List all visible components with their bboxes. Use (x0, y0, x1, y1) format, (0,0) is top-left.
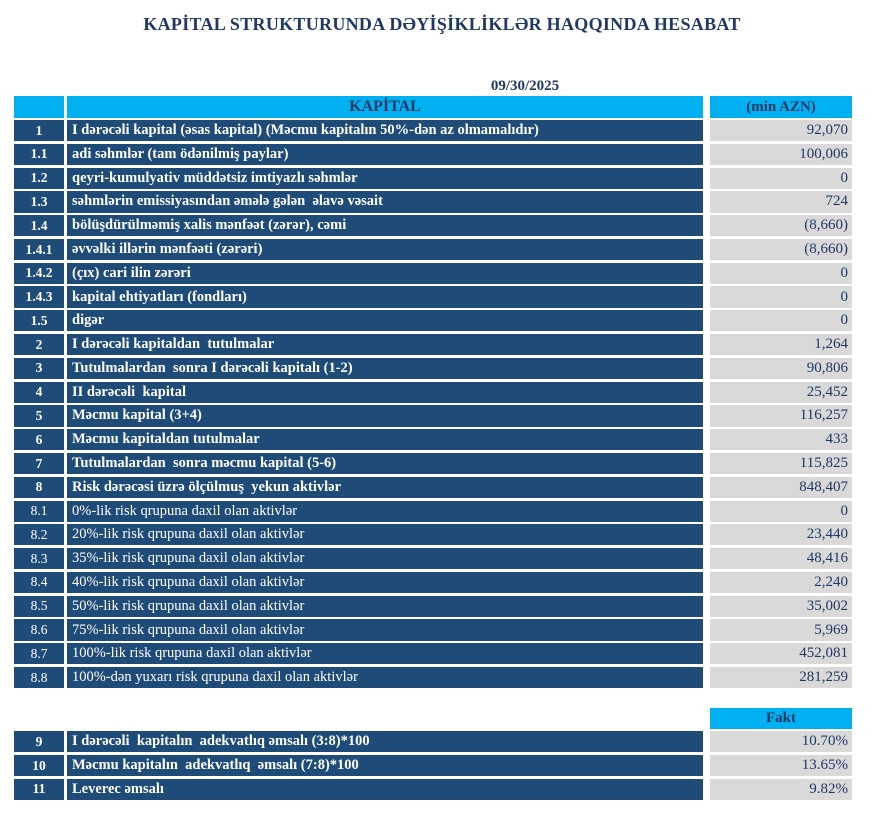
row-number: 1.1 (14, 144, 64, 165)
row-number: 11 (14, 779, 64, 800)
fakt-header-spacer (14, 708, 710, 729)
row-label: kapital ehtiyatları (fondları) (67, 286, 703, 307)
table-row (14, 429, 852, 450)
row-number: 8 (14, 477, 64, 498)
row-value: 92,070 (710, 120, 852, 141)
row-number: 9 (14, 731, 64, 752)
row-label: Risk dərəcəsi üzrə ölçülmuş yekun aktivlər (67, 477, 703, 498)
row-number: 1 (14, 120, 64, 141)
row-number: 8.4 (14, 572, 64, 593)
row-number: 5 (14, 405, 64, 426)
row-value: 0 (710, 310, 852, 331)
row-value: 0 (710, 286, 852, 307)
row-label: Məcmu kapitalın adekvatlıq əmsalı (7:8)*100 (67, 755, 703, 776)
row-value: 452,081 (710, 643, 852, 664)
row-value: 5,969 (710, 619, 852, 640)
table-row (14, 334, 852, 355)
main-table-body (14, 120, 852, 688)
table-row (14, 405, 852, 426)
row-label: 100%-lik risk qrupuna daxil olan aktivlər (67, 643, 703, 664)
row-label: II dərəcəli kapital (67, 382, 703, 403)
row-value: 13.65% (710, 755, 852, 776)
row-number: 1.2 (14, 168, 64, 189)
row-number: 1.4.2 (14, 263, 64, 284)
table-row (14, 286, 852, 307)
table-row (14, 731, 852, 752)
row-number: 8.7 (14, 643, 64, 664)
ratios-table-header (14, 708, 852, 729)
row-label: 50%-lik risk qrupuna daxil olan aktivlər (67, 596, 703, 617)
row-value: 10.70% (710, 731, 852, 752)
table-row (14, 263, 852, 284)
table-row (14, 501, 852, 522)
page-title: KAPİTAL STRUKTURUNDA DƏYİŞİKLİKLƏR HAQQINDA HESABAT (143, 14, 741, 34)
table-row (14, 120, 852, 141)
row-number: 6 (14, 429, 64, 450)
row-number: 2 (14, 334, 64, 355)
row-number: 8.2 (14, 524, 64, 545)
row-label: səhmlərin emissiyasından əmələ gələn əlavə vəsait (67, 191, 703, 212)
row-label: 75%-lik risk qrupuna daxil olan aktivlər (67, 619, 703, 640)
row-value: 0 (710, 263, 852, 284)
table-row (14, 779, 852, 800)
row-label: 0%-lik risk qrupuna daxil olan aktivlər (67, 501, 703, 522)
row-label: I dərəcəli kapitaldan tutulmalar (67, 334, 703, 355)
table-row (14, 358, 852, 379)
row-label: 100%-dən yuxarı risk qrupuna daxil olan aktivlər (67, 667, 703, 688)
row-label: bölüşdürülməmiş xalis mənfəət (zərər), cəmi (67, 215, 703, 236)
table-row (14, 191, 852, 212)
table-row (14, 239, 852, 260)
header-kapital-cell: KAPİTAL (67, 96, 703, 118)
row-number: 1.4 (14, 215, 64, 236)
row-label: 40%-lik risk qrupuna daxil olan aktivlər (67, 572, 703, 593)
row-value: 48,416 (710, 548, 852, 569)
row-value: 848,407 (710, 477, 852, 498)
header-number-cell (14, 96, 64, 118)
row-value: (8,660) (710, 239, 852, 260)
capital-table-header (14, 96, 852, 118)
table-row (14, 755, 852, 776)
row-label: əvvəlki illərin mənfəəti (zərəri) (67, 239, 703, 260)
table-row (14, 477, 852, 498)
row-label: Leverec əmsalı (67, 779, 703, 800)
row-value: 433 (710, 429, 852, 450)
table-row (14, 144, 852, 165)
row-label: adi səhmlər (tam ödənilmiş paylar) (67, 144, 703, 165)
header-min-azn-cell: (min AZN) (710, 96, 852, 118)
table-row (14, 310, 852, 331)
row-number: 1.5 (14, 310, 64, 331)
row-value: 35,002 (710, 596, 852, 617)
row-value: 2,240 (710, 572, 852, 593)
row-value: 724 (710, 191, 852, 212)
row-label: digər (67, 310, 703, 331)
row-value: 1,264 (710, 334, 852, 355)
row-label: Tutulmalardan sonra məcmu kapital (5-6) (67, 453, 703, 474)
row-number: 4 (14, 382, 64, 403)
row-label: I dərəcəli kapital (əsas kapital) (Məcmu kapitalın 50%-dən az olmamalıdır) (67, 120, 703, 141)
table-row (14, 382, 852, 403)
row-number: 10 (14, 755, 64, 776)
report-date: 09/30/2025 (490, 78, 560, 94)
row-number: 1.3 (14, 191, 64, 212)
row-label: Məcmu kapitaldan tutulmalar (67, 429, 703, 450)
row-number: 8.6 (14, 619, 64, 640)
row-number: 1.4.1 (14, 239, 64, 260)
row-number: 8.1 (14, 501, 64, 522)
row-value: 115,825 (710, 453, 852, 474)
table-row (14, 215, 852, 236)
row-value: 0 (710, 168, 852, 189)
row-number: 3 (14, 358, 64, 379)
row-label: qeyri-kumulyativ müddətsiz imtiyazlı səhmlər (67, 168, 703, 189)
row-value: 9.82% (710, 779, 852, 800)
row-value: 23,440 (710, 524, 852, 545)
row-number: 8.8 (14, 667, 64, 688)
row-value: 0 (710, 501, 852, 522)
table-row (14, 548, 852, 569)
row-label: Tutulmalardan sonra I dərəcəli kapitalı (1-2) (67, 358, 703, 379)
row-number: 7 (14, 453, 64, 474)
row-value: 90,806 (710, 358, 852, 379)
row-number: 8.5 (14, 596, 64, 617)
row-label: I dərəcəli kapitalın adekvatlıq əmsalı (3:8)*100 (67, 731, 703, 752)
fakt-header-cell: Fakt (710, 708, 852, 729)
row-value: 100,006 (710, 144, 852, 165)
ratios-table-body (14, 731, 852, 800)
capital-table (14, 96, 852, 688)
row-value: 116,257 (710, 405, 852, 426)
table-row (14, 596, 852, 617)
table-row (14, 667, 852, 688)
table-row (14, 524, 852, 545)
row-value: 25,452 (710, 382, 852, 403)
row-label: 35%-lik risk qrupuna daxil olan aktivlər (67, 548, 703, 569)
table-row (14, 643, 852, 664)
table-row (14, 619, 852, 640)
table-row (14, 453, 852, 474)
row-value: (8,660) (710, 215, 852, 236)
ratios-table (14, 708, 852, 800)
row-number: 1.4.3 (14, 286, 64, 307)
row-value: 281,259 (710, 667, 852, 688)
row-label: 20%-lik risk qrupuna daxil olan aktivlər (67, 524, 703, 545)
table-row (14, 572, 852, 593)
table-row (14, 168, 852, 189)
row-number: 8.3 (14, 548, 64, 569)
row-label: Məcmu kapital (3+4) (67, 405, 703, 426)
row-label: (çıx) cari ilin zərəri (67, 263, 703, 284)
